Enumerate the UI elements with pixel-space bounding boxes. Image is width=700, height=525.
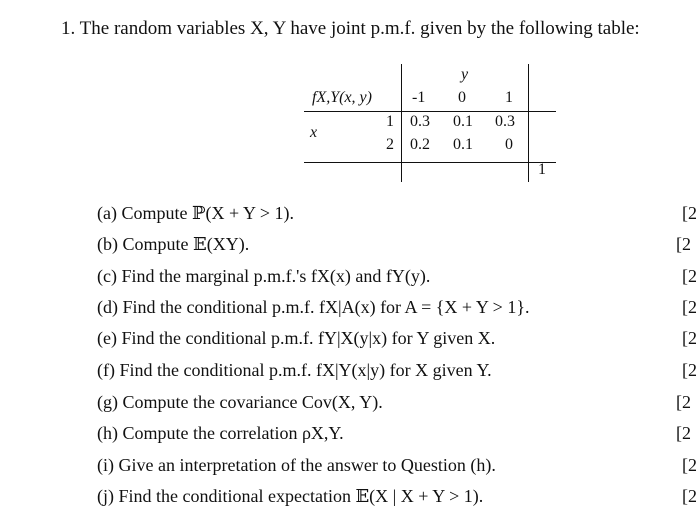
part-mark: [2 <box>682 297 697 317</box>
part-d <box>97 297 529 318</box>
table-corner-label: fX,Y(x, y) <box>312 89 372 106</box>
part-a <box>97 203 294 224</box>
table-cell: 0 <box>505 136 513 153</box>
table-row-header: 1 <box>386 113 394 130</box>
part-mark: [2 <box>682 455 697 475</box>
part-label: (g) <box>97 392 118 412</box>
part-label: (d) <box>97 297 118 317</box>
question-heading <box>61 18 640 40</box>
table-col-header: 0 <box>458 89 466 106</box>
part-text: Find the marginal p.m.f.'s fX(x) and fY(y). <box>121 266 431 286</box>
table-rule-body <box>304 162 556 163</box>
part-f <box>97 360 492 381</box>
part-label: (e) <box>97 328 117 348</box>
part-mark: [2 <box>676 234 691 254</box>
part-label: (h) <box>97 423 118 443</box>
part-label: (a) <box>97 203 117 223</box>
part-text: Find the conditional p.m.f. fY|X(y|x) for Y given X. <box>121 328 496 348</box>
table-col-variable: y <box>461 66 469 83</box>
part-j <box>97 486 483 507</box>
part-text: Compute the correlation ρX,Y. <box>122 423 344 443</box>
table-cell: 0.1 <box>453 136 473 153</box>
part-g <box>97 392 383 413</box>
part-label: (c) <box>97 266 117 286</box>
table-col-header: 1 <box>505 89 513 106</box>
part-h <box>97 423 344 444</box>
part-mark: [2 <box>682 486 697 506</box>
question-stem: The random variables X, Y have joint p.m.f. given by the following table: <box>79 18 640 39</box>
part-text: Find the conditional p.m.f. fX|Y(x|y) for X given Y. <box>119 360 492 380</box>
part-label: (f) <box>97 360 115 380</box>
table-cell: 0.2 <box>410 136 430 153</box>
part-mark: [2 <box>676 392 691 412</box>
table-cell: 0.3 <box>495 113 515 130</box>
part-text: Find the conditional p.m.f. fX|A(x) for A = {X + Y > 1}. <box>122 297 530 317</box>
table-vertical-rule-right <box>528 64 529 182</box>
part-mark: [2 <box>682 203 697 223</box>
part-label: (j) <box>97 486 114 506</box>
table-col-header: -1 <box>412 89 426 106</box>
part-c <box>97 266 430 287</box>
table-cell: 0.3 <box>410 113 430 130</box>
table-cell: 0.1 <box>453 113 473 130</box>
question-number: 1. <box>61 18 76 39</box>
part-mark: [2 <box>676 423 691 443</box>
part-label: (b) <box>97 234 118 254</box>
table-vertical-rule-left <box>401 64 402 182</box>
table-total: 1 <box>538 161 546 178</box>
part-text: Compute 𝔼(XY). <box>122 234 250 254</box>
part-text: Compute ℙ(X + Y > 1). <box>121 203 294 223</box>
part-mark: [2 <box>682 266 697 286</box>
part-e <box>97 328 495 349</box>
table-row-header: 2 <box>386 136 394 153</box>
part-text: Find the conditional expectation 𝔼(X | X + Y > 1). <box>118 486 484 506</box>
table-rule-header <box>304 111 556 112</box>
table-row-variable: x <box>310 124 318 141</box>
part-i <box>97 455 496 476</box>
part-mark: [2 <box>682 328 697 348</box>
part-text: Compute the covariance Cov(X, Y). <box>122 392 383 412</box>
part-label: (i) <box>97 455 114 475</box>
part-mark: [2 <box>682 360 697 380</box>
part-b <box>97 234 249 255</box>
part-text: Give an interpretation of the answer to Question (h). <box>118 455 496 475</box>
